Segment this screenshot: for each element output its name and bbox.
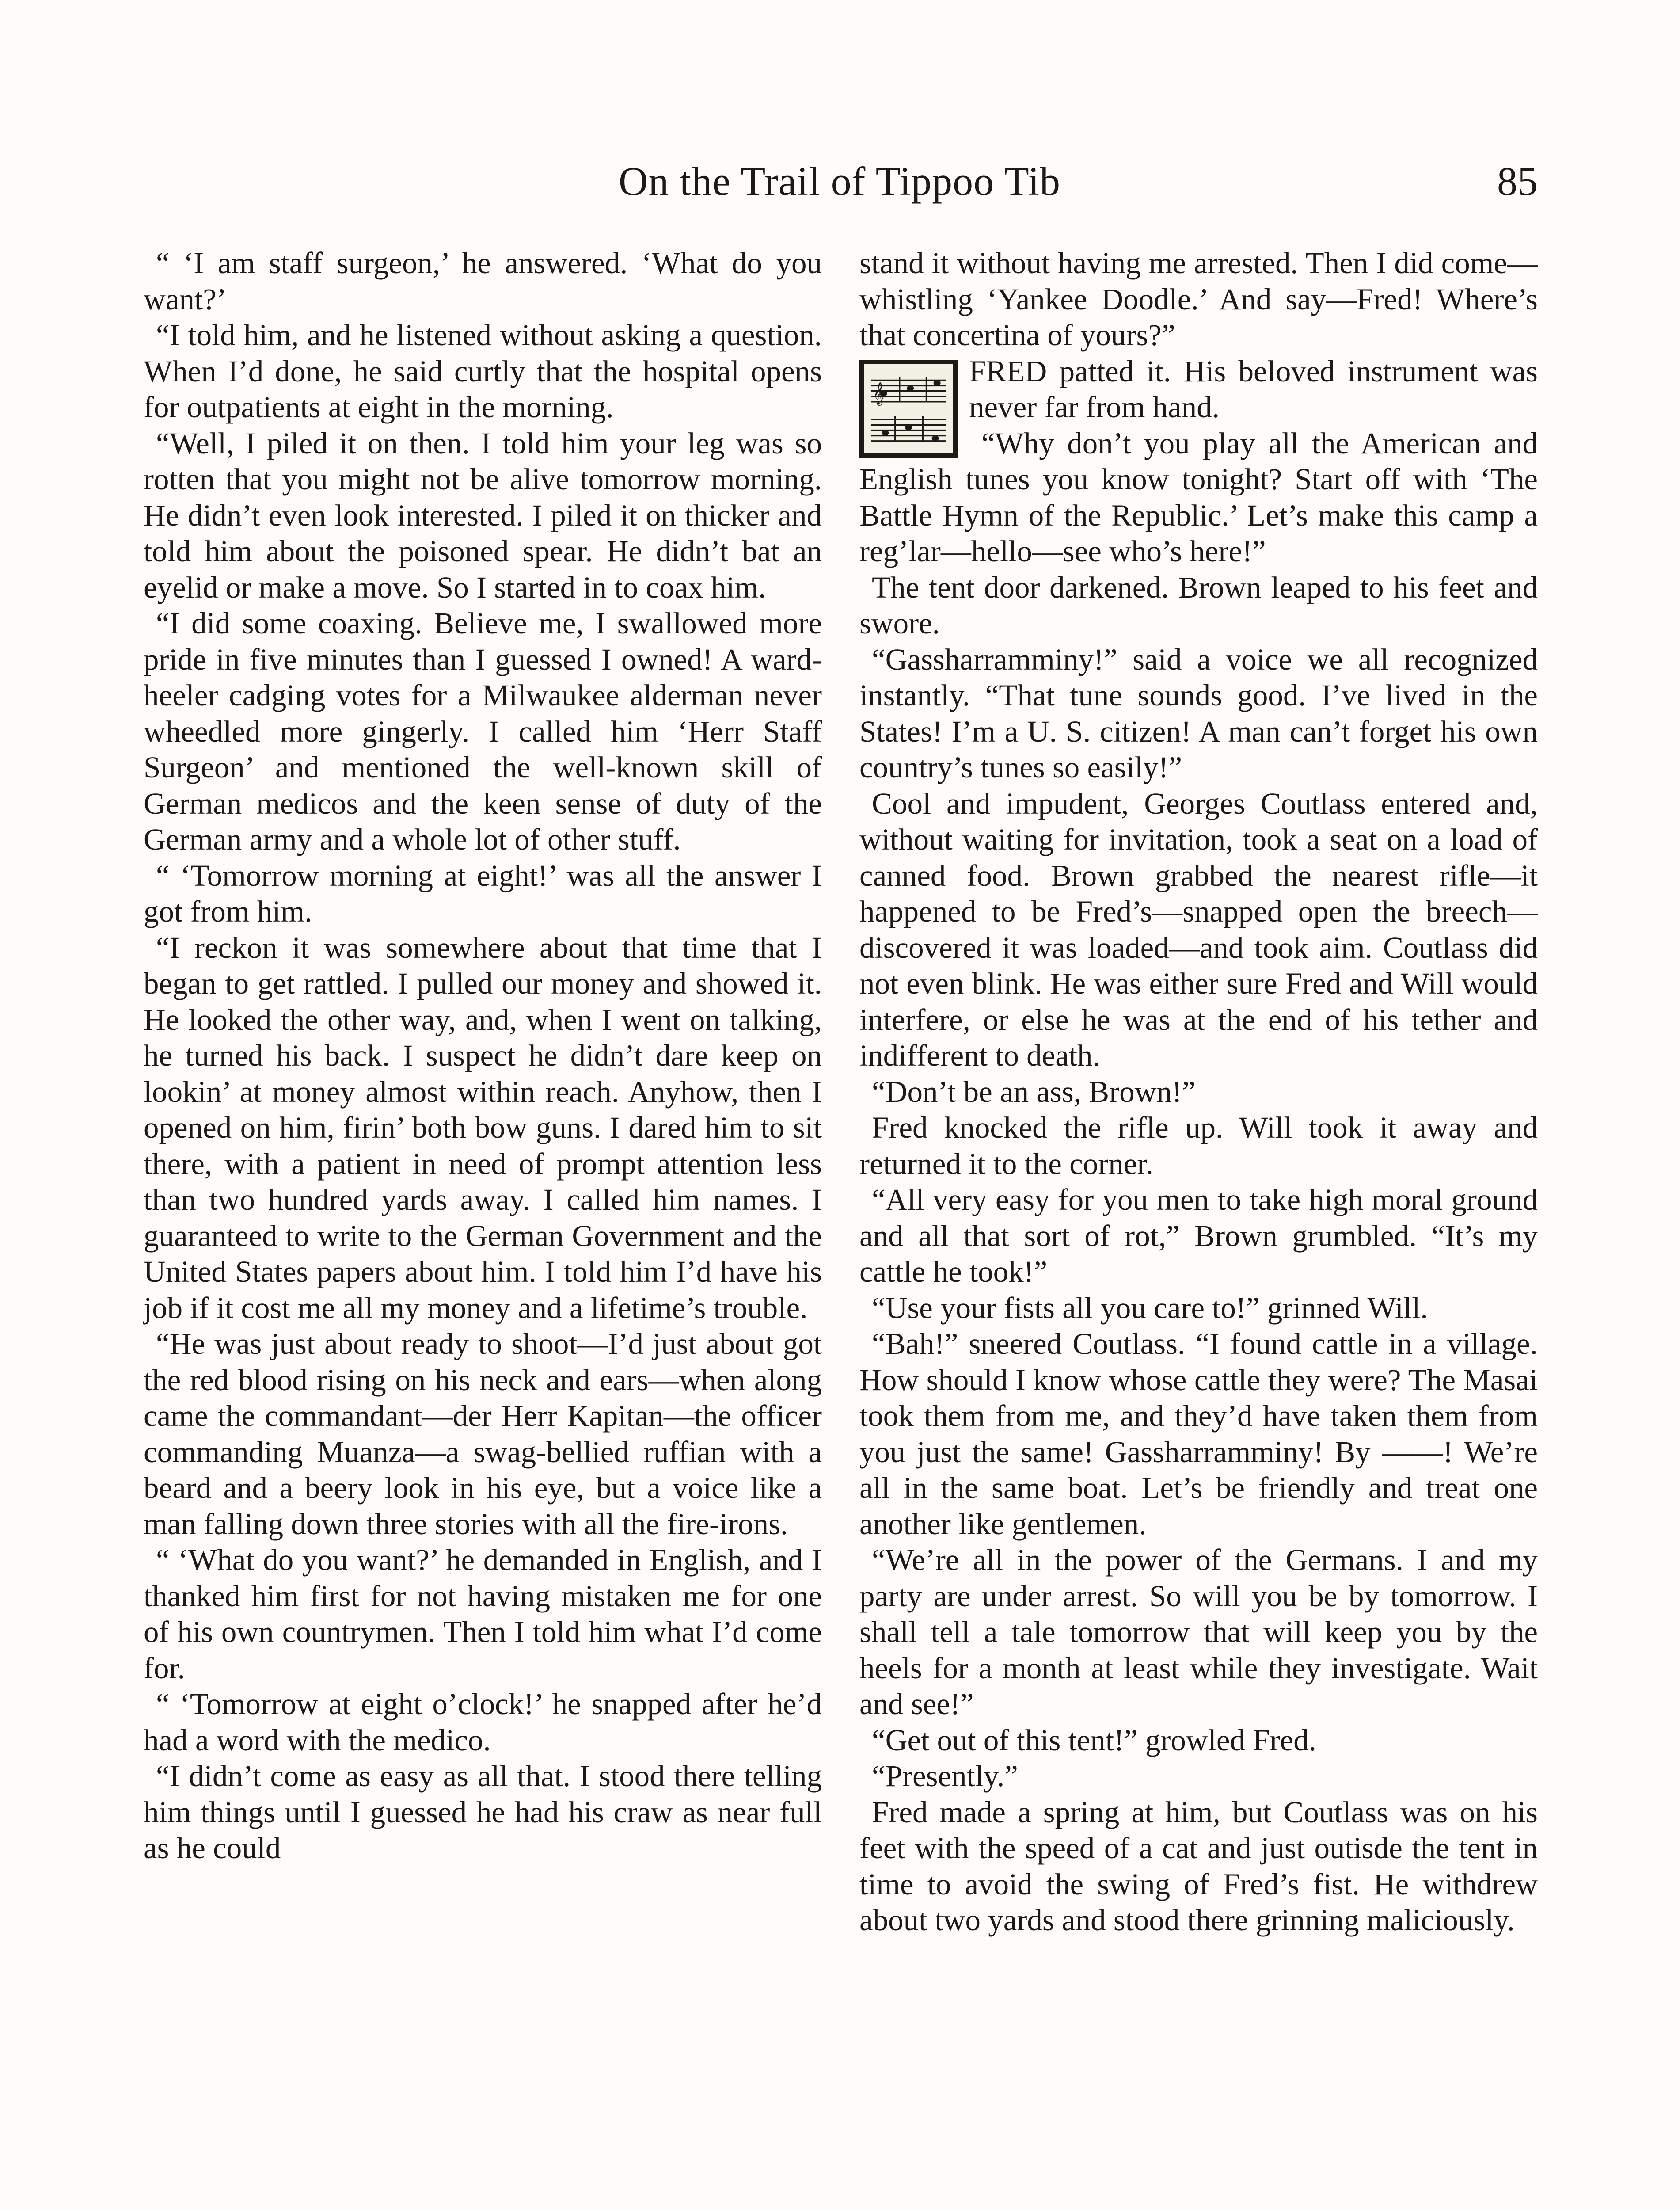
paragraph: “ ‘What do you want?’ he demanded in English, and I thanked him first for not having mistaken me for one of his own countrymen. Then I told him what I’d come for. [144, 1543, 822, 1685]
paragraph: “I reckon it was somewhere about that time that I began to get rattled. I pulled our money and showed it. He looked the other way, and, when I went on talking, he turned his back. I suspect he didn’t dare keep on lookin’ at money almost within reach. Anyhow, then I opened on him, firin’ both bow guns. I dared him to sit there, with a patient in need of prompt attention less than two hundred yards away. I called him names. I guaranteed to write to the German Government and the United States papers about him. I told him I’d have his job if it cost me all my money and a lifetime’s trouble. [144, 930, 822, 1325]
paragraph: Fred knocked the rifle up. Will took it away and returned it to the corner. [859, 1111, 1538, 1181]
paragraph: “Get out of this tent!” growled Fred. [872, 1723, 1316, 1757]
paragraph: “Why don’t you play all the American and English tunes you know tonight? Start off with ‘The Battle Hymn of the Republic.’ Let’s make this camp a reg’lar—hello—see who’s here!” [859, 426, 1538, 568]
paragraph: The tent door darkened. Brown leaped to his feet and swore. [859, 570, 1538, 640]
paragraph: “Don’t be an ass, Brown!” [872, 1075, 1196, 1109]
paragraph: “All very easy for you men to take high moral ground and all that sort of rot,” Brown grumbled. “It’s my cattle he took!” [859, 1183, 1538, 1288]
paragraph: “ ‘I am staff surgeon,’ he answered. ‘What do you want?’ [144, 246, 822, 316]
paragraph: Fred made a spring at him, but Coutlass was on his feet with the speed of a cat and just outisde the tent in time to avoid the swing of Fred’s fist. He withdrew about two yards and stood there grinning maliciously. [859, 1795, 1538, 1937]
paragraph: “ ‘Tomorrow at eight o’clock!’ he snapped after he’d had a word with the medico. [144, 1687, 822, 1757]
paragraph: “Use your fists all you care to!” grinned Will. [872, 1291, 1428, 1325]
drop-cap-section [859, 354, 1538, 570]
left-column [144, 245, 822, 1867]
paragraph: “We’re all in the power of the Germans. I and my party are under arrest. So will you be by tomorrow. I shall tell a tale tomorrow that will keep you by the heels for a month at least while they investigate. Wait and see!” [859, 1543, 1538, 1721]
running-head [141, 155, 1538, 212]
paragraph: “I did some coaxing. Believe me, I swallowed more pride in five minutes than I guessed I owned! A ward-heeler cadging votes for a Milwaukee alderman never wheedled more gingerly. I called him ‘Herr Staff Surgeon’ and mentioned the well-known skill of German medicos and the keen sense of duty of the German army and a whole lot of other stuff. [144, 606, 822, 856]
svg-text:𝄞: 𝄞 [873, 382, 885, 405]
paragraph: “He was just about ready to shoot—I’d just about got the red blood rising on his neck and ears—when along came the commandant—der Herr Kapitan—the officer commanding Muanza—a swag-bellied ruffian with a beard and a beery look in his eye, but a voice like a man falling down three stories with all the fire-irons. [144, 1327, 822, 1541]
paragraph: “I didn’t come as easy as all that. I stood there telling him things until I guessed he had his craw as near full as he could [144, 1759, 822, 1865]
paragraph: “Bah!” sneered Coutlass. “I found cattle in a village. How should I know whose cattle they were? The Masai took them from me, and they’d have taken them from you just the same! Gassharramminy! By ——! We’re all in the same boat. Let’s be friendly and treat one another like gentlemen. [859, 1327, 1538, 1541]
paragraph-continuation: stand it without having me arrested. Then I did come—whistling ‘Yankee Doodle.’ And say—Fred! Where’s that concertina of yours?” [859, 246, 1538, 352]
paragraph: “Well, I piled it on then. I told him your leg was so rotten that you might not be alive tomorrow morning. He didn’t even look interested. I piled it on thicker and told him about the poisoned spear. He didn’t bat an eyelid or make a move. So I started in to coax him. [144, 426, 822, 604]
paragraph: “ ‘Tomorrow morning at eight!’ was all the answer I got from him. [144, 858, 822, 928]
right-column [859, 245, 1538, 1939]
page-number: 85 [1497, 159, 1538, 204]
paragraph: “I told him, and he listened without asking a question. When I’d done, he said curtly that the hospital opens for outpatients at eight in the morning. [144, 318, 822, 424]
paragraph: Cool and impudent, Georges Coutlass entered and, without waiting for invitation, took a seat on a load of canned food. Brown grabbed the nearest rifle—it happened to be Fred’s—snapped open the breech—discovered it was loaded—and took aim. Coutlass did not even blink. He was either sure Fred and Will would interfere, or else he was at the end of his tether and indifferent to death. [859, 786, 1538, 1072]
paragraph: “Presently.” [872, 1759, 1018, 1793]
drop-cap-music-ornament-icon [859, 360, 958, 458]
running-title: On the Trail of Tippoo Tib [618, 159, 1061, 204]
paragraph-drop-cap: FRED patted it. His beloved instrument was never far from hand. [969, 354, 1538, 424]
paragraph: “Gassharramminy!” said a voice we all recognized instantly. “That tune sounds good. I’ve lived in the States! I’m a U. S. citizen! A man can’t forget his own country’s tunes so easily!” [859, 642, 1538, 784]
